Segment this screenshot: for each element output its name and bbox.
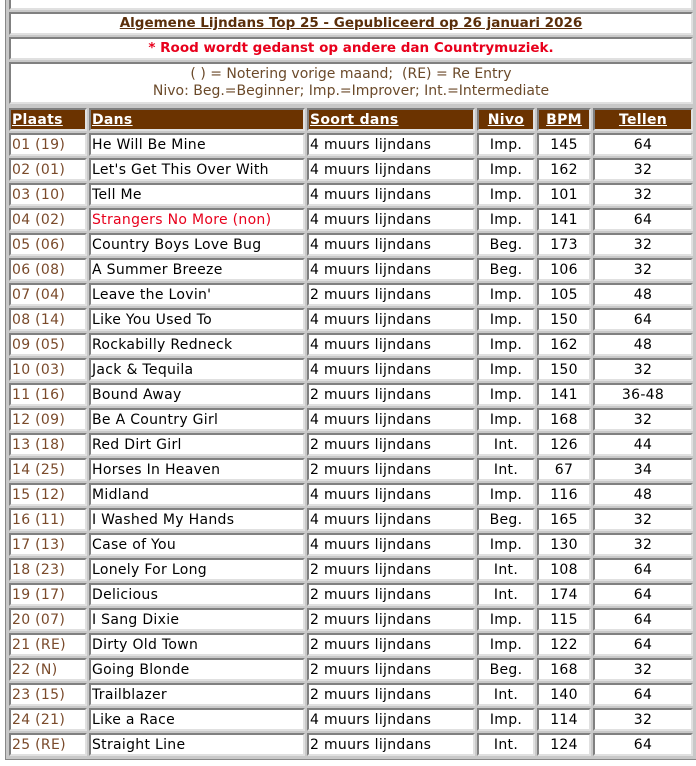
- cell-dans: Jack & Tequila: [89, 358, 305, 381]
- cell-dans: Dirty Old Town: [89, 633, 305, 656]
- ranking-table: [7, 106, 695, 758]
- cell-soort: 4 muurs lijndans: [307, 233, 475, 256]
- cell-nivo: Imp.: [477, 283, 535, 306]
- cell-bpm: 105: [537, 283, 591, 306]
- header-dans[interactable]: Dans: [89, 108, 305, 131]
- cell-plaats: 19 (17): [9, 583, 87, 606]
- cell-nivo: Int.: [477, 458, 535, 481]
- table-row: [9, 733, 693, 756]
- cell-bpm: 101: [537, 183, 591, 206]
- cell-dans: A Summer Breeze: [89, 258, 305, 281]
- cell-bpm: 162: [537, 333, 591, 356]
- cell-tellen: 32: [593, 183, 693, 206]
- cell-tellen: 64: [593, 733, 693, 756]
- cell-plaats: 05 (06): [9, 233, 87, 256]
- red-note: * Rood wordt gedanst op andere dan Countrymuziek.: [9, 37, 693, 60]
- cell-soort: 4 muurs lijndans: [307, 483, 475, 506]
- cell-plaats: 22 (N): [9, 658, 87, 681]
- cell-bpm: 130: [537, 533, 591, 556]
- cell-nivo: Imp.: [477, 533, 535, 556]
- cell-tellen: 36-48: [593, 383, 693, 406]
- cell-soort: 4 muurs lijndans: [307, 533, 475, 556]
- table-row: [9, 308, 693, 331]
- cell-soort: 4 muurs lijndans: [307, 708, 475, 731]
- table-row: [9, 533, 693, 556]
- cell-plaats: 11 (16): [9, 383, 87, 406]
- cell-nivo: Int.: [477, 683, 535, 706]
- cell-nivo: Beg.: [477, 258, 535, 281]
- cell-dans: Be A Country Girl: [89, 408, 305, 431]
- cell-bpm: 150: [537, 358, 591, 381]
- cell-tellen: 32: [593, 158, 693, 181]
- table-row: [9, 608, 693, 631]
- table-row: [9, 683, 693, 706]
- cell-dans: Bound Away: [89, 383, 305, 406]
- cell-dans: Strangers No More (non): [89, 208, 305, 231]
- cell-tellen: 48: [593, 283, 693, 306]
- cell-dans: Midland: [89, 483, 305, 506]
- cell-tellen: 64: [593, 308, 693, 331]
- cell-tellen: 64: [593, 133, 693, 156]
- cell-dans: Like You Used To: [89, 308, 305, 331]
- legend-line-2: Nivo: Beg.=Beginner; Imp.=Improver; Int.=Intermediate: [152, 83, 550, 99]
- cell-tellen: 64: [593, 683, 693, 706]
- cell-bpm: 108: [537, 558, 591, 581]
- cell-dans: Let's Get This Over With: [89, 158, 305, 181]
- header-nivo[interactable]: Nivo: [477, 108, 535, 131]
- cell-tellen: 32: [593, 658, 693, 681]
- cell-tellen: 34: [593, 458, 693, 481]
- cell-bpm: 122: [537, 633, 591, 656]
- cell-nivo: Int.: [477, 733, 535, 756]
- cell-nivo: Int.: [477, 433, 535, 456]
- table-row: [9, 183, 693, 206]
- cell-bpm: 162: [537, 158, 591, 181]
- cell-soort: 4 muurs lijndans: [307, 508, 475, 531]
- cell-nivo: Imp.: [477, 608, 535, 631]
- cell-nivo: Imp.: [477, 708, 535, 731]
- header-tellen[interactable]: Tellen: [593, 108, 693, 131]
- cell-soort: 4 muurs lijndans: [307, 258, 475, 281]
- cell-dans: Trailblazer: [89, 683, 305, 706]
- cell-dans: Like a Race: [89, 708, 305, 731]
- table-row: [9, 333, 693, 356]
- cell-soort: 4 muurs lijndans: [307, 308, 475, 331]
- cell-nivo: Imp.: [477, 483, 535, 506]
- cell-bpm: 150: [537, 308, 591, 331]
- cell-dans: Case of You: [89, 533, 305, 556]
- cell-plaats: 15 (12): [9, 483, 87, 506]
- cell-soort: 4 muurs lijndans: [307, 358, 475, 381]
- cell-plaats: 09 (05): [9, 333, 87, 356]
- cell-dans: I Washed My Hands: [89, 508, 305, 531]
- cell-nivo: Imp.: [477, 408, 535, 431]
- cell-nivo: Imp.: [477, 208, 535, 231]
- cell-bpm: 168: [537, 658, 591, 681]
- cell-plaats: 01 (19): [9, 133, 87, 156]
- table-row: [9, 458, 693, 481]
- cell-dans: Straight Line: [89, 733, 305, 756]
- cell-soort: 2 muurs lijndans: [307, 658, 475, 681]
- cell-bpm: 115: [537, 608, 591, 631]
- cell-plaats: 14 (25): [9, 458, 87, 481]
- cell-soort: 4 muurs lijndans: [307, 158, 475, 181]
- cell-bpm: 140: [537, 683, 591, 706]
- legend: [9, 62, 693, 104]
- table-row: [9, 508, 693, 531]
- cell-dans: Tell Me: [89, 183, 305, 206]
- table-header-row: [9, 108, 693, 131]
- cell-bpm: 116: [537, 483, 591, 506]
- cell-tellen: 64: [593, 583, 693, 606]
- cell-plaats: 04 (02): [9, 208, 87, 231]
- cell-dans: Country Boys Love Bug: [89, 233, 305, 256]
- cell-soort: 2 muurs lijndans: [307, 283, 475, 306]
- cell-dans: Horses In Heaven: [89, 458, 305, 481]
- cell-plaats: 06 (08): [9, 258, 87, 281]
- cell-tellen: 64: [593, 558, 693, 581]
- cell-bpm: 174: [537, 583, 591, 606]
- cell-soort: 2 muurs lijndans: [307, 583, 475, 606]
- table-row: [9, 658, 693, 681]
- cell-bpm: 173: [537, 233, 591, 256]
- cell-bpm: 124: [537, 733, 591, 756]
- table-row: [9, 258, 693, 281]
- cell-soort: 4 muurs lijndans: [307, 408, 475, 431]
- cell-plaats: 24 (21): [9, 708, 87, 731]
- cell-nivo: Imp.: [477, 633, 535, 656]
- table-row: [9, 483, 693, 506]
- cell-nivo: Imp.: [477, 358, 535, 381]
- cell-nivo: Imp.: [477, 158, 535, 181]
- cell-tellen: 32: [593, 233, 693, 256]
- cell-bpm: 141: [537, 208, 591, 231]
- cell-tellen: 32: [593, 358, 693, 381]
- cell-tellen: 32: [593, 258, 693, 281]
- cell-plaats: 21 (RE): [9, 633, 87, 656]
- cell-soort: 4 muurs lijndans: [307, 333, 475, 356]
- cell-tellen: 32: [593, 533, 693, 556]
- cell-tellen: 32: [593, 408, 693, 431]
- table-row: [9, 408, 693, 431]
- table-row: [9, 283, 693, 306]
- cell-tellen: 32: [593, 708, 693, 731]
- table-row: [9, 708, 693, 731]
- cell-bpm: 145: [537, 133, 591, 156]
- page-title: Algemene Lijndans Top 25 - Gepubliceerd op 26 januari 2026: [9, 12, 693, 35]
- cell-bpm: 165: [537, 508, 591, 531]
- cell-plaats: 20 (07): [9, 608, 87, 631]
- cell-nivo: Imp.: [477, 183, 535, 206]
- cell-dans: I Sang Dixie: [89, 608, 305, 631]
- cell-tellen: 64: [593, 208, 693, 231]
- cell-dans: He Will Be Mine: [89, 133, 305, 156]
- cell-soort: 2 muurs lijndans: [307, 433, 475, 456]
- cell-plaats: 02 (01): [9, 158, 87, 181]
- cell-dans: Red Dirt Girl: [89, 433, 305, 456]
- table-row: [9, 433, 693, 456]
- header-plaats[interactable]: Plaats: [9, 108, 87, 131]
- cell-bpm: 126: [537, 433, 591, 456]
- cell-plaats: 07 (04): [9, 283, 87, 306]
- cell-soort: 2 muurs lijndans: [307, 558, 475, 581]
- cell-tellen: 64: [593, 633, 693, 656]
- cell-nivo: Imp.: [477, 333, 535, 356]
- cell-nivo: Beg.: [477, 233, 535, 256]
- cell-bpm: 114: [537, 708, 591, 731]
- cell-nivo: Int.: [477, 558, 535, 581]
- cell-plaats: 12 (09): [9, 408, 87, 431]
- cell-tellen: 32: [593, 508, 693, 531]
- table-row: [9, 558, 693, 581]
- cell-nivo: Int.: [477, 583, 535, 606]
- cell-dans: Leave the Lovin': [89, 283, 305, 306]
- cell-dans: Going Blonde: [89, 658, 305, 681]
- cell-plaats: 10 (03): [9, 358, 87, 381]
- cell-soort: 2 muurs lijndans: [307, 633, 475, 656]
- cell-soort: 4 muurs lijndans: [307, 208, 475, 231]
- cell-soort: 4 muurs lijndans: [307, 183, 475, 206]
- table-row: [9, 133, 693, 156]
- cell-soort: 2 muurs lijndans: [307, 733, 475, 756]
- header-soort[interactable]: Soort dans: [307, 108, 475, 131]
- cell-dans: Rockabilly Redneck: [89, 333, 305, 356]
- legend-line-1: ( ) = Notering vorige maand; (RE) = Re Entry: [190, 66, 512, 82]
- cell-nivo: Imp.: [477, 308, 535, 331]
- table-row: [9, 633, 693, 656]
- cell-plaats: 13 (18): [9, 433, 87, 456]
- cell-soort: 2 muurs lijndans: [307, 383, 475, 406]
- cell-bpm: 67: [537, 458, 591, 481]
- header-bpm[interactable]: BPM: [537, 108, 591, 131]
- cell-bpm: 106: [537, 258, 591, 281]
- table-row: [9, 358, 693, 381]
- cell-tellen: 48: [593, 483, 693, 506]
- cell-bpm: 168: [537, 408, 591, 431]
- cell-tellen: 48: [593, 333, 693, 356]
- cell-bpm: 141: [537, 383, 591, 406]
- table-row: [9, 233, 693, 256]
- cell-dans: Lonely For Long: [89, 558, 305, 581]
- table-row: [9, 158, 693, 181]
- cell-plaats: 08 (14): [9, 308, 87, 331]
- cell-tellen: 44: [593, 433, 693, 456]
- cell-dans: Delicious: [89, 583, 305, 606]
- cell-tellen: 64: [593, 608, 693, 631]
- cell-plaats: 18 (23): [9, 558, 87, 581]
- cell-plaats: 23 (15): [9, 683, 87, 706]
- top25-container: [5, 0, 696, 760]
- table-row: [9, 208, 693, 231]
- cell-plaats: 25 (RE): [9, 733, 87, 756]
- top-spacer-box: [9, 0, 693, 10]
- cell-nivo: Imp.: [477, 383, 535, 406]
- table-row: [9, 383, 693, 406]
- cell-plaats: 17 (13): [9, 533, 87, 556]
- cell-soort: 2 muurs lijndans: [307, 608, 475, 631]
- cell-plaats: 16 (11): [9, 508, 87, 531]
- cell-nivo: Beg.: [477, 508, 535, 531]
- cell-soort: 4 muurs lijndans: [307, 133, 475, 156]
- cell-plaats: 03 (10): [9, 183, 87, 206]
- cell-soort: 2 muurs lijndans: [307, 458, 475, 481]
- cell-nivo: Imp.: [477, 133, 535, 156]
- cell-soort: 2 muurs lijndans: [307, 683, 475, 706]
- cell-nivo: Beg.: [477, 658, 535, 681]
- table-row: [9, 583, 693, 606]
